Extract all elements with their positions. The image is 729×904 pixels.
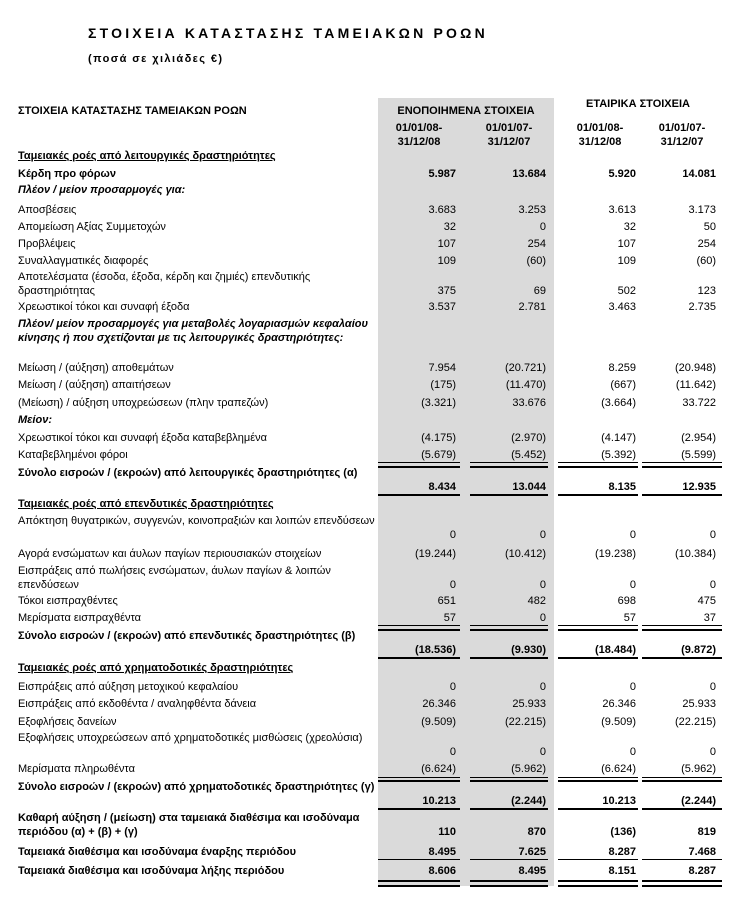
table-row [0,762,729,776]
column-header-end: 31/12/07 [487,136,531,148]
row-value: (10.384) [675,548,716,560]
row-value: 502 [617,285,636,297]
row-value: 0 [629,579,636,591]
table-rule [470,780,548,782]
total-row [0,811,729,839]
table-row [0,715,729,729]
table-rule [642,808,722,810]
row-value: 0 [709,681,716,693]
row-label: Αγορά ενσώματων και άυλων παγίων περιουσιακών στοιχείων [18,548,322,560]
table-rule [470,657,548,659]
row-value: 0 [539,746,546,758]
row-value: 32 [443,221,456,233]
row-value: 819 [697,826,716,838]
row-label: Χρεωστικοί τόκοι και συναφή έξοδα [18,301,190,313]
row-value: (18.536) [415,644,456,656]
row-label: Σύνολο εισροών / (εκροών) από επενδυτικές δραστηριότητες (β) [18,630,356,642]
row-label: Αποτελέσματα (έσοδα, έξοδα, κέρδη και ζημιές) επενδυτικής δραστηριότητας [18,271,311,297]
row-value: 26.346 [422,698,456,710]
table-rule [558,625,638,626]
row-label: (Μείωση) / αύξηση υποχρεώσεων (πλην τραπεζών) [18,397,269,409]
table-rule [558,859,638,860]
table-row [0,680,729,694]
row-label: Απόκτηση θυγατρικών, συγγενών, κοινοπραξιών και λοιπών επενδύσεων [18,515,375,527]
table-rule [642,466,722,468]
row-label: Μερίσματα εισπραχθέντα [18,612,142,624]
row-label: Μείον: [18,414,52,426]
subheading-row [0,413,729,427]
column-header-consolidated-2008 [379,121,459,149]
row-label: Καθαρή αύξηση / (μείωση) στα ταμειακά διαθέσιμα και ισοδύναμα περιόδου (α) + (β) + (γ) [18,812,360,838]
row-label: Σύνολο εισροών / (εκροών) από χρηματοδοτικές δραστηριότητες (γ) [18,781,375,793]
table-row [0,431,729,445]
row-value: (20.721) [505,362,546,374]
row-value: 2.781 [518,301,546,313]
table-rule [642,625,722,626]
row-value: (3.664) [601,397,636,409]
row-value: 37 [703,612,716,624]
row-value: (5.452) [511,449,546,461]
row-value: (5.962) [681,763,716,775]
row-value: 50 [703,221,716,233]
table-row [0,448,729,462]
row-label: Χρεωστικοί τόκοι και συναφή έξοδα καταβεβλημένα [18,432,268,444]
row-value: 107 [437,238,456,250]
table-rule [558,466,638,468]
row-value: 8.606 [428,865,456,877]
table-rule [470,494,548,496]
document-title: ΣΤΟΙΧΕΙΑ ΚΑΤΑΣΤΑΣΗΣ ΤΑΜΕΙΑΚΩΝ ΡΟΩΝ [88,25,488,41]
table-row [0,361,729,375]
row-value: 10.213 [422,795,456,807]
table-rule [378,885,460,887]
row-value: 57 [623,612,636,624]
table-rule [378,462,460,463]
row-value: (9.509) [421,716,456,728]
row-value: 8.287 [608,846,636,858]
row-value: (19.244) [415,548,456,560]
row-value: (5.392) [601,449,636,461]
table-rule [558,462,638,463]
row-label: Απομείωση Αξίας Συμμετοχών [18,221,166,233]
column-header-company-2008 [560,121,640,149]
table-header-label: ΣΤΟΙΧΕΙΑ ΚΑΤΑΣΤΑΣΗΣ ΤΑΜΕΙΑΚΩΝ ΡΟΩΝ [18,105,247,117]
table-rule [378,629,460,631]
row-value: (9.930) [511,644,546,656]
column-header-start: 01/01/08- [576,122,624,134]
row-value: 8.259 [608,362,636,374]
table-rule [642,885,722,887]
row-label: Ταμειακά διαθέσιμα και ισοδύναμα έναρξης περιόδου [18,846,297,858]
table-row [0,270,729,298]
row-value: 25.933 [512,698,546,710]
row-label: Κέρδη προ φόρων [18,168,116,180]
row-value: 254 [527,238,546,250]
row-value: 110 [438,826,456,838]
table-row [0,547,729,561]
row-label: Εξοφλήσεις δανείων [18,716,117,728]
row-label: Εισπράξεις από πωλήσεις ενσώματων, άυλων παγίων & λοιπών επενδύσεων [18,565,331,591]
row-value: 5.987 [428,168,456,180]
table-rule [642,859,722,860]
row-label: Σύνολο εισροών / (εκροών) από λειτουργικές δραστηριότητες (α) [18,467,358,479]
table-rule [378,494,460,496]
row-value: 7.468 [688,846,716,858]
row-value: (5.679) [421,449,456,461]
row-value: (2.244) [511,795,546,807]
row-value: 0 [449,681,456,693]
row-value: 3.683 [428,204,456,216]
row-value: 0 [449,579,456,591]
column-header-consolidated-2007 [469,121,549,149]
table-row [0,237,729,251]
row-value: (20.948) [675,362,716,374]
table-rule [642,657,722,659]
row-value: 32 [623,221,636,233]
row-label: Ταμειακές ροές από λειτουργικές δραστηριότητες [18,150,276,162]
row-value: 8.151 [608,865,636,877]
row-value: 870 [527,826,546,838]
table-rule [558,808,638,810]
row-value: 0 [709,529,716,541]
table-rule [378,859,460,860]
table-rule [470,629,548,631]
table-rule [378,777,460,778]
section-heading-row [0,149,729,163]
table-rule [470,462,548,463]
table-rule [470,880,548,882]
row-value: (11.642) [675,379,716,391]
row-value: 25.933 [682,698,716,710]
table-rule [378,808,460,810]
table-rule [558,629,638,631]
row-value: 26.346 [602,698,636,710]
row-value: 0 [539,612,546,624]
row-label: Προβλέψεις [18,238,76,250]
row-value: 8.495 [518,865,546,877]
column-header-end: 31/12/08 [397,136,441,148]
table-rule [378,880,460,882]
row-value: 0 [539,579,546,591]
row-value: 107 [617,238,636,250]
row-value: 69 [533,285,546,297]
table-rule [558,494,638,496]
row-label: Ταμειακές ροές από επενδυτικές δραστηριότητες [18,498,274,510]
subheading-row [0,183,729,197]
table-row [0,731,729,759]
total-row [0,629,729,657]
section-heading-row [0,661,729,675]
consolidated-group-header: ΕΝΟΠΟΙΗΜΕΝΑ ΣΤΟΙΧΕΙΑ [397,105,535,117]
table-row [0,220,729,234]
row-value: 14.081 [682,168,716,180]
row-value: 3.173 [688,204,716,216]
table-rule [470,808,548,810]
row-label: Εξοφλήσεις υποχρεώσεων από χρηματοδοτικές μισθώσεις (χρεολύσια) [18,732,363,744]
row-value: (2.244) [681,795,716,807]
row-value: 651 [437,595,456,607]
total-row [0,864,729,878]
table-rule [558,880,638,882]
company-group-header: ΕΤΑΙΡΙΚΑ ΣΤΟΙΧΕΙΑ [586,98,690,110]
row-label: Συναλλαγματικές διαφορές [18,255,149,267]
row-value: 0 [629,529,636,541]
row-value: 3.253 [518,204,546,216]
row-value: 8.495 [428,846,456,858]
row-value: 375 [437,285,456,297]
table-rule [378,780,460,782]
row-value: (9.872) [681,644,716,656]
table-rule [642,880,722,882]
row-value: (2.954) [681,432,716,444]
row-value: (60) [526,255,546,267]
total-row [0,845,729,859]
table-row [0,611,729,625]
row-value: 123 [697,285,716,297]
row-value: 13.044 [512,481,546,493]
row-value: (667) [610,379,636,391]
row-value: 7.625 [518,846,546,858]
row-value: 3.537 [428,301,456,313]
column-header-end: 31/12/07 [660,136,704,148]
table-rule [470,885,548,887]
row-value: (22.215) [675,716,716,728]
table-row [0,514,729,542]
row-value: (2.970) [511,432,546,444]
row-label: Τόκοι εισπραχθέντες [18,595,118,607]
column-header-start: 01/01/07- [658,122,706,134]
row-value: 109 [617,255,636,267]
row-value: (9.509) [601,716,636,728]
row-value: (60) [696,255,716,267]
table-rule [470,859,548,860]
row-value: (19.238) [595,548,636,560]
table-row [0,203,729,217]
row-label: Μείωση / (αύξηση) απαιτήσεων [18,379,171,391]
row-label: Εισπράξεις από αύξηση μετοχικού κεφαλαίου [18,681,239,693]
row-value: 8.287 [688,865,716,877]
table-row [0,564,729,592]
row-label: Αποσβέσεις [18,204,77,216]
row-label: Μείωση / (αύξηση) αποθεμάτων [18,362,174,374]
row-value: 10.213 [602,795,636,807]
table-rule [558,885,638,887]
row-value: 5.920 [608,168,636,180]
row-value: (11.470) [505,379,546,391]
row-value: 2.735 [688,301,716,313]
row-value: (6.624) [421,763,456,775]
row-label: Εισπράξεις από εκδοθέντα / αναληφθέντα δάνεια [18,698,257,710]
row-value: 109 [437,255,456,267]
row-value: (18.484) [595,644,636,656]
row-value: 0 [539,529,546,541]
table-rule [470,466,548,468]
table-rule [378,625,460,626]
row-label: Ταμειακές ροές από χρηματοδοτικές δραστηριότητες [18,662,294,674]
row-value: 475 [697,595,716,607]
table-row [0,378,729,392]
row-value: (10.412) [505,548,546,560]
row-value: 33.722 [682,397,716,409]
section-heading-row [0,497,729,511]
row-value: (136) [610,826,636,838]
table-row [0,300,729,314]
row-value: 8.434 [428,481,456,493]
row-value: (3.321) [421,397,456,409]
table-rule [470,625,548,626]
total-row [0,167,729,181]
document-subtitle: (ποσά σε χιλιάδες €) [88,53,224,65]
row-value: (22.215) [505,716,546,728]
row-value: 33.676 [512,397,546,409]
table-rule [642,780,722,782]
table-rule [642,494,722,496]
table-rule [642,629,722,631]
row-value: 0 [539,681,546,693]
table-rule [642,462,722,463]
row-value: 0 [449,746,456,758]
table-rule [378,466,460,468]
row-value: (175) [430,379,456,391]
row-value: (6.624) [601,763,636,775]
row-label: Μερίσματα πληρωθέντα [18,763,135,775]
table-row [0,697,729,711]
table-row [0,396,729,410]
row-value: 698 [617,595,636,607]
table-rule [470,777,548,778]
row-value: 0 [709,746,716,758]
table-row [0,594,729,608]
total-row [0,466,729,494]
total-row [0,780,729,808]
table-rule [558,780,638,782]
table-rule [558,657,638,659]
row-label: Καταβεβλημένοι φόροι [18,449,128,461]
row-value: 8.135 [608,481,636,493]
row-value: (4.147) [601,432,636,444]
row-value: 0 [449,529,456,541]
row-value: 0 [629,746,636,758]
row-value: 0 [709,579,716,591]
row-value: 3.463 [608,301,636,313]
table-rule [642,777,722,778]
table-row [0,254,729,268]
row-value: 254 [697,238,716,250]
table-rule [378,657,460,659]
row-label: Πλέον / μείον προσαρμογές για: [18,184,186,196]
row-value: 13.684 [512,168,546,180]
row-value: (4.175) [421,432,456,444]
column-header-start: 01/01/08- [395,122,443,134]
row-value: 57 [443,612,456,624]
row-label: Ταμειακά διαθέσιμα και ισοδύναμα λήξης περιόδου [18,865,285,877]
row-value: 482 [527,595,546,607]
row-label: Πλέον/ μείον προσαρμογές για μεταβολές λογαριασμών κεφαλαίου κίνησης ή που σχετίζονται με τις λειτουργικές δραστηριότητες: [18,318,368,344]
row-value: 12.935 [682,481,716,493]
column-header-start: 01/01/07- [485,122,533,134]
column-header-company-2007 [642,121,722,149]
row-value: (5.962) [511,763,546,775]
row-value: 3.613 [608,204,636,216]
row-value: 7.954 [428,362,456,374]
column-header-end: 31/12/08 [578,136,622,148]
subheading-row [0,317,729,359]
row-value: (5.599) [681,449,716,461]
row-value: 0 [629,681,636,693]
row-value: 0 [539,221,546,233]
table-rule [558,777,638,778]
